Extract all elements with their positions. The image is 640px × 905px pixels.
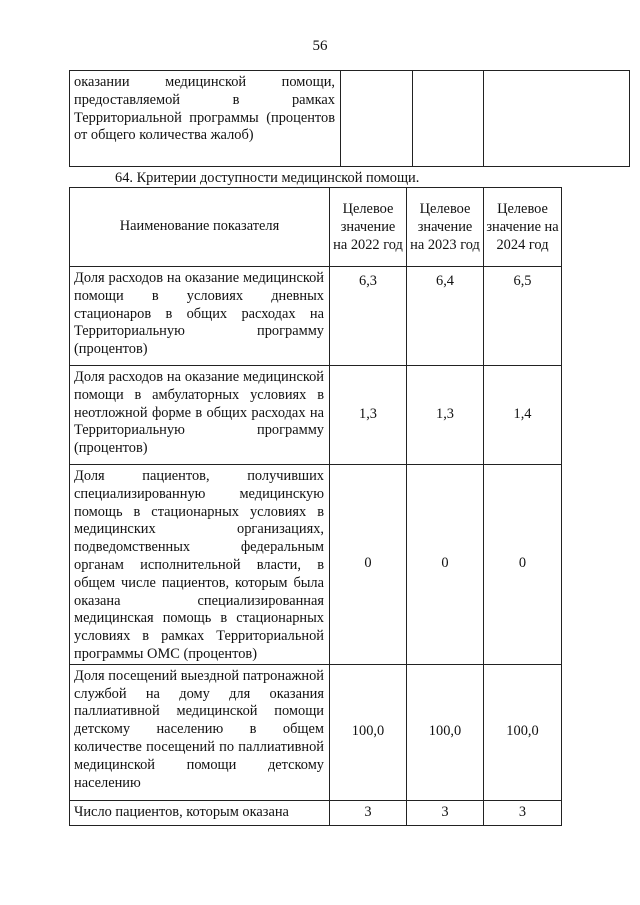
indicator-name: Доля посещений выездной патронажной службой на дому для оказания паллиативной медицинской помощи детскому населению в общем количестве посещений по паллиативной медицинской помощи детскому населению bbox=[74, 667, 324, 791]
indicator-name: Доля пациентов, получивших специализированную медицинскую помощь в стационарных условиях в медицинских организациях, подведомственных федеральным органам исполнительной власти, в общем числе пациентов, которым была оказана специализированная медицинская помощь в стационарных условиях в рамках Территориальной программы ОМС (процентов) bbox=[74, 468, 324, 662]
value-2024: 6,5 bbox=[484, 267, 562, 366]
header-indicator-name: Наименование показателя bbox=[70, 188, 330, 267]
table-row bbox=[70, 366, 562, 465]
value-2022: 100,0 bbox=[330, 664, 407, 800]
value-2024: 1,4 bbox=[484, 366, 562, 465]
indicator-name: Число пациентов, которым оказана bbox=[74, 803, 289, 820]
indicator-name-cell bbox=[70, 800, 330, 825]
table-row bbox=[70, 664, 562, 800]
value-2023: 0 bbox=[407, 465, 484, 665]
indicator-name: Доля расходов на оказание медицинской помощи в условиях дневных стационаров в общих расходах на Территориальную программу (процентов) bbox=[74, 270, 324, 358]
value-2022: 1,3 bbox=[330, 366, 407, 465]
header-2024: Целевое значение на 2024 год bbox=[484, 188, 562, 267]
value-2022: 3 bbox=[330, 800, 407, 825]
value-cell-2023 bbox=[413, 71, 484, 167]
indicator-name-cell bbox=[70, 664, 330, 800]
indicator-name-cell bbox=[70, 366, 330, 465]
indicator-name-cell bbox=[70, 267, 330, 366]
section-title: 64. Критерии доступности медицинской помощи. bbox=[115, 170, 420, 186]
table-row bbox=[70, 465, 562, 665]
table-row bbox=[70, 800, 562, 825]
indicator-name-cell bbox=[70, 465, 330, 665]
value-2023: 100,0 bbox=[407, 664, 484, 800]
value-cell-2022 bbox=[341, 71, 413, 167]
header-2022: Целевое значение на 2022 год bbox=[330, 188, 407, 267]
value-2023: 3 bbox=[407, 800, 484, 825]
continuation-table bbox=[69, 70, 630, 167]
value-2022: 0 bbox=[330, 465, 407, 665]
value-2023: 1,3 bbox=[407, 366, 484, 465]
table-row bbox=[70, 267, 562, 366]
table-row bbox=[70, 71, 630, 167]
value-2024: 0 bbox=[484, 465, 562, 665]
value-2022: 6,3 bbox=[330, 267, 407, 366]
value-2024: 3 bbox=[484, 800, 562, 825]
value-cell-2024 bbox=[484, 71, 630, 167]
indicator-name: оказании медицинской помощи, предоставляемой в рамках Территориальной программы (процентов от общего количества жалоб) bbox=[74, 74, 335, 144]
page-number: 56 bbox=[312, 38, 328, 54]
value-2023: 6,4 bbox=[407, 267, 484, 366]
header-2023: Целевое значение на 2023 год bbox=[407, 188, 484, 267]
indicator-name: Доля расходов на оказание медицинской помощи в амбулаторных условиях в неотложной форме в общих расходах на Территориальную программу (процентов) bbox=[74, 369, 324, 457]
accessibility-criteria-table bbox=[69, 187, 562, 826]
value-2024: 100,0 bbox=[484, 664, 562, 800]
indicator-name-cell bbox=[70, 71, 341, 167]
table-header-row bbox=[70, 188, 562, 267]
